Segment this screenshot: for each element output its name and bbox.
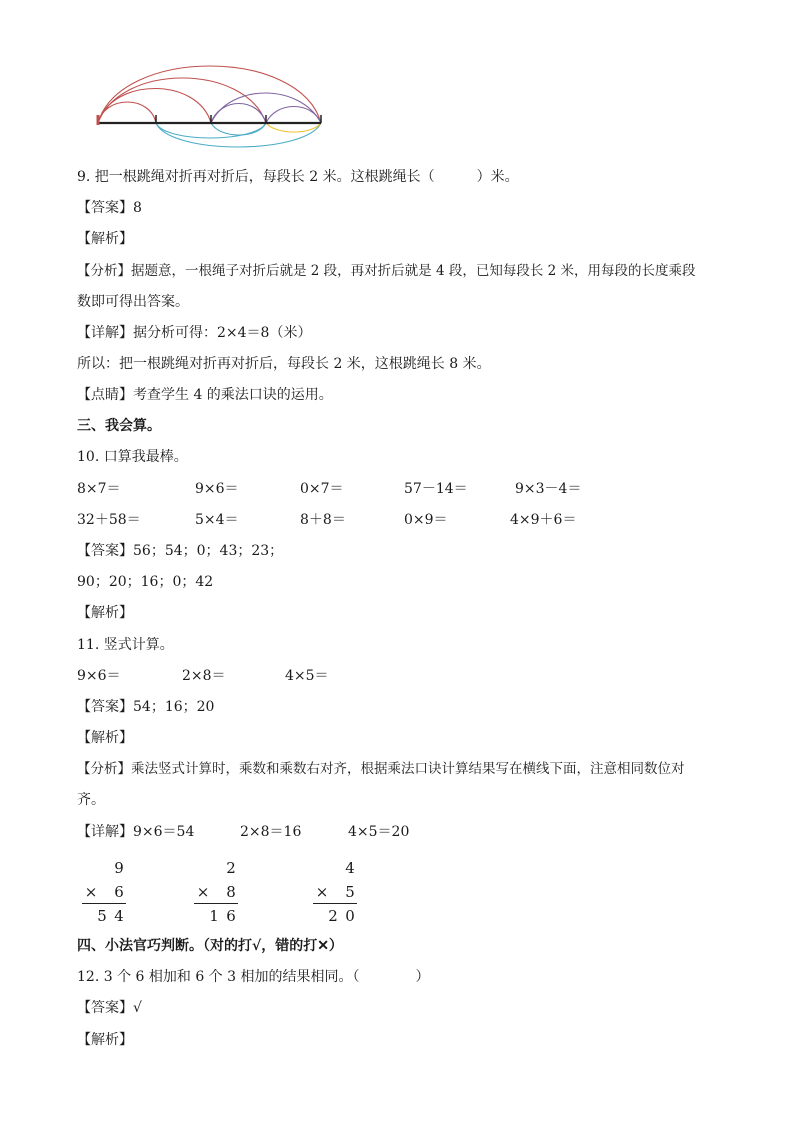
q9-fenxi-line2: 数即可得出答案。 [77, 294, 189, 310]
q10-r1-c4: 57－14＝ [404, 481, 468, 497]
arc-purple-3 [266, 107, 321, 124]
q10-r2-c5: 4×9＋6＝ [510, 512, 577, 528]
q10-r2-c3: 8＋8＝ [300, 512, 346, 528]
q11-xiangjie-2: 2×8＝16 [240, 824, 302, 840]
q11-title: 11. 竖式计算。 [77, 637, 174, 653]
q10-title: 10. 口算我最棒。 [77, 449, 188, 465]
section4-title: 四、小法官巧判断。（对的打√，错的打✕） [77, 938, 343, 954]
vc1-mul: 6 [114, 883, 124, 901]
q11-xiangjie-1: 【详解】9×6＝54 [77, 824, 195, 840]
arc-yellow-1 [266, 123, 321, 132]
q11-fenxi-line2: 齐。 [77, 792, 105, 808]
q10-r1-c3: 0×7＝ [300, 481, 344, 497]
arc-blue-2 [156, 123, 266, 138]
q9-question: 9. 把一根跳绳对折再对折后，每段长 2 米。这根跳绳长（ ）米。 [77, 169, 519, 185]
q9-answer: 【答案】8 [77, 200, 142, 216]
vc3-op: × [315, 883, 329, 901]
vc3-r2: 0 [345, 907, 355, 925]
q11-item-3: 4×5＝ [285, 668, 329, 684]
q11-item-1: 9×6＝ [77, 668, 121, 684]
vc2-r1: 1 [209, 907, 219, 925]
q10-answer-line1: 【答案】56；54；0；43；23； [77, 543, 284, 559]
q10-r1-c2: 9×6＝ [195, 481, 239, 497]
jump-arc-diagram [90, 55, 340, 155]
q10-r1-c5: 9×3－4＝ [515, 481, 582, 497]
arc-purple-2 [211, 104, 266, 124]
q10-r1-c1: 8×7＝ [77, 481, 121, 497]
vc3-mul: 5 [345, 883, 355, 901]
q9-suoyi: 所以：把一根跳绳对折再对折后，每段长 2 米，这根跳绳长 8 米。 [77, 356, 491, 372]
q9-jiexi: 【解析】 [77, 231, 133, 247]
q10-r2-c1: 32＋58＝ [77, 512, 141, 528]
q9-dianjing: 【点睛】考查学生 4 的乘法口诀的运用。 [77, 387, 333, 403]
q11-xiangjie-3: 4×5＝20 [348, 824, 410, 840]
vc3-r1: 2 [328, 907, 338, 925]
arc-red-2 [98, 78, 266, 123]
q12-jiexi: 【解析】 [77, 1032, 133, 1048]
q11-jiexi: 【解析】 [77, 730, 133, 746]
vc2-top: 2 [226, 859, 236, 877]
vc1-line [82, 903, 126, 904]
q12-answer: 【答案】√ [77, 1000, 142, 1016]
vc3-line [313, 903, 357, 904]
q9-xiangjie: 【详解】据分析可得：2×4＝8（米） [77, 325, 312, 341]
vc1-r1: 5 [97, 907, 107, 925]
q11-answer: 【答案】54；16；20 [77, 699, 215, 715]
q12-question: 12. 3 个 6 相加和 6 个 3 相加的结果相同。（ ） [77, 969, 430, 985]
q11-item-2: 2×8＝ [182, 668, 226, 684]
q9-fenxi-line1: 【分析】据题意，一根绳子对折后就是 2 段，再对折后就是 4 段，已知每段长 2 米，用每段的长度乘段 [77, 263, 696, 279]
arc-blue-3 [211, 123, 266, 135]
vc1-op: × [84, 883, 98, 901]
vc2-line [194, 903, 238, 904]
vc2-op: × [196, 883, 210, 901]
section3-title: 三、我会算。 [77, 418, 161, 434]
q10-r2-c2: 5×4＝ [195, 512, 239, 528]
q10-jiexi: 【解析】 [77, 605, 133, 621]
vc2-r2: 6 [226, 907, 236, 925]
vc1-r2: 4 [114, 907, 124, 925]
q10-r2-c4: 0×9＝ [404, 512, 448, 528]
q11-fenxi-line1: 【分析】乘法竖式计算时，乘数和乘数右对齐，根据乘法口诀计算结果写在横线下面，注意相同数位对 [77, 761, 685, 777]
vc1-top: 9 [114, 859, 124, 877]
vc3-top: 4 [345, 859, 355, 877]
vc2-mul: 8 [226, 883, 236, 901]
arc-red-1 [98, 66, 321, 123]
q10-answer-line2: 90；20；16；0；42 [77, 574, 214, 590]
